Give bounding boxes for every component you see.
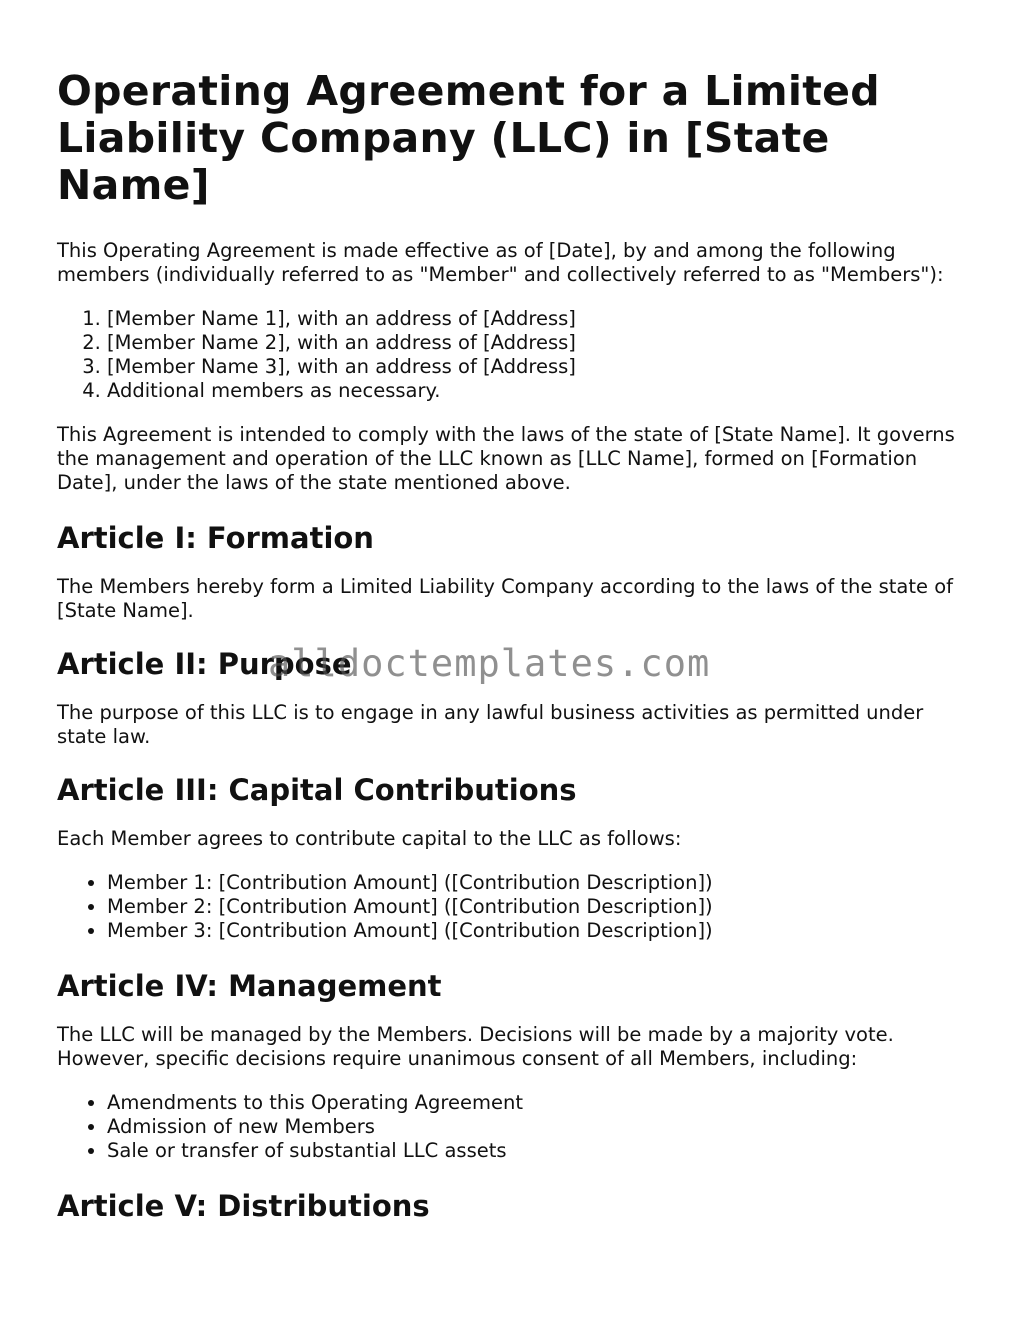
- compliance-paragraph: This Agreement is intended to comply with the laws of the state of [State Name]. It governs the management and operation of the LLC known as [LLC Name], formed on [Formation Date], under the laws of the state mentioned above.: [57, 423, 955, 494]
- intro-paragraph: This Operating Agreement is made effective as of [Date], by and among the following members (individually referred to as "Member" and collectively referred to as "Members"):: [57, 239, 944, 286]
- article-purpose-text: The purpose of this LLC is to engage in any lawful business activities as permitted under state law.: [57, 701, 924, 748]
- article-management-text: The LLC will be managed by the Members. Decisions will be made by a majority vote. However, specific decisions require unanimous consent of all Members, including:: [57, 1023, 894, 1070]
- unanimous-decisions-list: [57, 1091, 977, 1163]
- members-list: [57, 307, 977, 403]
- article-capital-text: Each Member agrees to contribute capital to the LLC as follows:: [57, 827, 682, 850]
- watermark-text: alldoctemplates.com: [268, 642, 711, 685]
- list-item: 2. [Member Name 2], with an address of [Address]: [107, 331, 977, 355]
- article-distributions-heading: Article V: Distributions: [57, 1189, 430, 1223]
- list-item: 4. Additional members as necessary.: [107, 379, 977, 403]
- list-item: • Member 3: [Contribution Amount] ([Contribution Description]): [107, 919, 977, 943]
- article-management-heading: Article IV: Management: [57, 969, 442, 1003]
- list-item: • Amendments to this Operating Agreement: [107, 1091, 977, 1115]
- article-purpose-heading: Article II: Purpose: [57, 647, 352, 681]
- article-formation-text: The Members hereby form a Limited Liability Company according to the laws of the state of [State Name].: [57, 575, 953, 622]
- article-capital-heading: Article III: Capital Contributions: [57, 773, 577, 807]
- list-item: • Member 1: [Contribution Amount] ([Contribution Description]): [107, 871, 977, 895]
- capital-contributions-list: [57, 871, 977, 943]
- list-item: • Admission of new Members: [107, 1115, 977, 1139]
- document-title: Operating Agreement for a Limited Liability Company (LLC) in [State Name]: [57, 67, 880, 209]
- list-item: • Member 2: [Contribution Amount] ([Contribution Description]): [107, 895, 977, 919]
- list-item: • Sale or transfer of substantial LLC assets: [107, 1139, 977, 1163]
- list-item: 1. [Member Name 1], with an address of [Address]: [107, 307, 977, 331]
- list-item: 3. [Member Name 3], with an address of [Address]: [107, 355, 977, 379]
- article-formation-heading: Article I: Formation: [57, 521, 374, 555]
